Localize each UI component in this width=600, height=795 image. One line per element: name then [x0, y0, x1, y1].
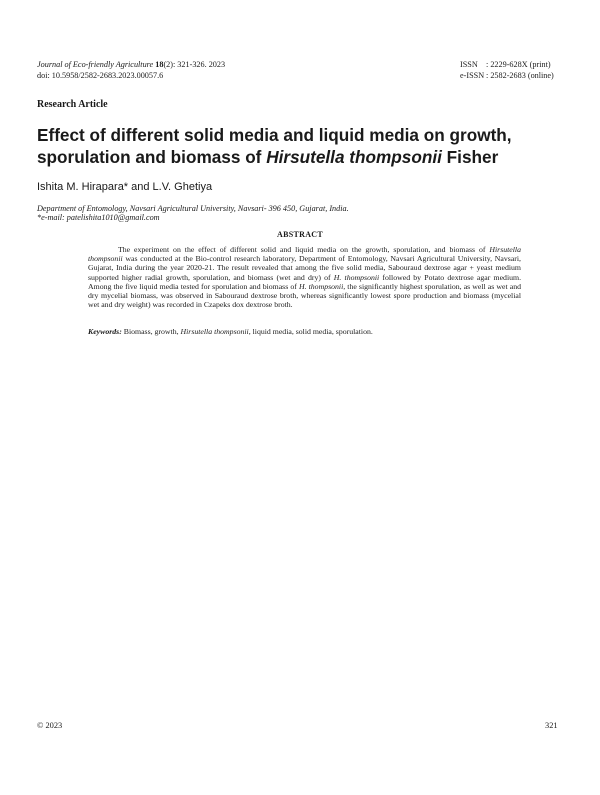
abstract-species: H. thompsonii: [298, 281, 344, 291]
abstract-text: [88, 245, 521, 309]
keywords: [88, 327, 528, 336]
authors: Ishita M. Hirapara* and L.V. Ghetiya: [37, 181, 213, 193]
issn-value: : 2229-628X (print): [486, 60, 551, 69]
abstract-segment: , the significantly highest sporulation, as well as wet and dry mycelial biomass, was observed in Sabouraud dextrose broth, whereas significantly lowest spore production and biomass (mycelial wet and dry weight) was recorded in Czapeks dox dextrose broth.: [88, 281, 521, 310]
abstract-segment: was conducted at the Bio-control research laboratory, Department of Entomology, Navsari Agricultural University, Navsari, Gujarat, India during the year 2020-21. The result revealed that among the five solid media, Sabouraud dextrose agar + yeast medium supported higher radial growth, sporulation, and biomass (wet and dry) of: [88, 254, 521, 282]
page-number: 321: [545, 721, 558, 730]
journal-citation: [37, 60, 225, 71]
journal-issue-pages: (2): 321-326. 2023: [163, 60, 226, 69]
article-type: Research Article: [37, 99, 108, 110]
corresponding-email[interactable]: *e-mail: patelishita1010@gmail.com: [37, 213, 160, 222]
title-text-end: Fisher: [441, 147, 499, 167]
keywords-segment: , liquid media, solid media, sporulation.: [248, 327, 373, 336]
abstract-species: Hirsutella thompsonii: [88, 245, 521, 264]
keywords-label: Keywords:: [88, 327, 122, 336]
journal-volume: 18: [155, 60, 164, 69]
issn-label: ISSN: [460, 60, 478, 69]
issn-online: [460, 71, 570, 82]
title-text: Effect of different solid media and liquid media on growth, sporulation and biomass of: [37, 125, 512, 167]
abstract-species: H. thompsonii: [333, 272, 380, 282]
copyright: © 2023: [37, 721, 63, 730]
affiliation: Department of Entomology, Navsari Agricultural University, Navsari- 396 450, Gujarat, India.: [37, 204, 349, 213]
abstract-heading: ABSTRACT: [277, 230, 323, 239]
keywords-species: Hirsutella thompsonii: [180, 327, 249, 336]
doi-link[interactable]: doi: 10.5958/2582-2683.2023.00057.6: [37, 71, 164, 80]
journal-name: Journal of Eco-friendly Agriculture: [37, 60, 154, 69]
issn-print: [460, 60, 570, 71]
issn-block: [460, 60, 570, 81]
paper-title: [37, 124, 577, 168]
title-species: Hirsutella thompsonii: [266, 147, 442, 167]
eissn-label: e-ISSN: [460, 70, 485, 80]
abstract-segment: The experiment on the effect of different solid and liquid media on the growth, sporulation, and biomass of: [118, 245, 490, 254]
eissn-value: : 2582-2683 (online): [486, 70, 554, 80]
abstract-segment: followed by Potato dextrose agar medium. Among the five liquid media tested for sporulation and biomass of: [88, 272, 522, 291]
keywords-segment: Biomass, growth,: [121, 327, 181, 336]
